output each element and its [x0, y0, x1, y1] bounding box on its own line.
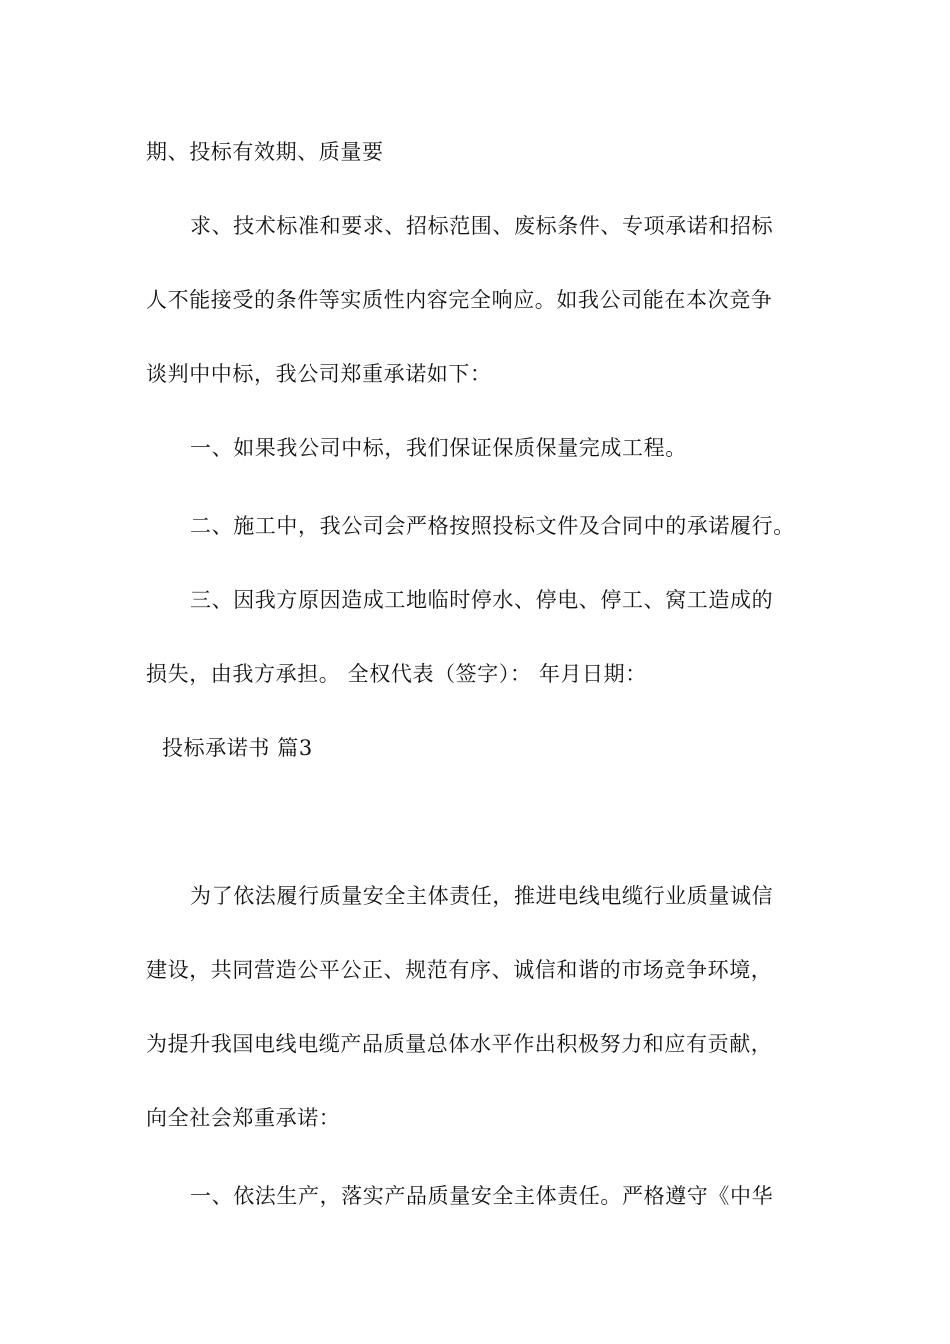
text-line: 为提升我国电线电缆产品质量总体水平作出积极努力和应有贡献， [146, 1032, 773, 1056]
text-line: 求、技术标准和要求、招标范围、废标条件、专项承诺和招标 [190, 214, 774, 238]
text-line: 谈判中中标，我公司郑重承诺如下： [146, 362, 492, 386]
text-line: 期、投标有效期、质量要 [146, 140, 384, 164]
text-line: 人不能接受的条件等实质性内容完全响应。如我公司能在本次竞争 [146, 288, 773, 312]
text-line: 三、因我方原因造成工地临时停水、停电、停工、窝工造成的 [190, 588, 774, 612]
section-heading: 投标承诺书 篇3 [162, 736, 313, 760]
text-line: 向全社会郑重承诺： [146, 1106, 341, 1130]
text-line: 一、依法生产，落实产品质量安全主体责任。严格遵守《中华 [190, 1184, 774, 1208]
text-line: 损失，由我方承担。 全权代表（签字）： 年月日期： [146, 662, 647, 686]
text-line: 二、施工中，我公司会严格按照投标文件及合同中的承诺履行。 [190, 514, 795, 538]
text-line: 为了依法履行质量安全主体责任，推进电线电缆行业质量诚信 [190, 884, 774, 908]
text-line: 一、如果我公司中标，我们保证保质保量完成工程。 [190, 436, 687, 460]
text-line: 建设，共同营造公平公正、规范有序、诚信和谐的市场竞争环境， [146, 958, 773, 982]
